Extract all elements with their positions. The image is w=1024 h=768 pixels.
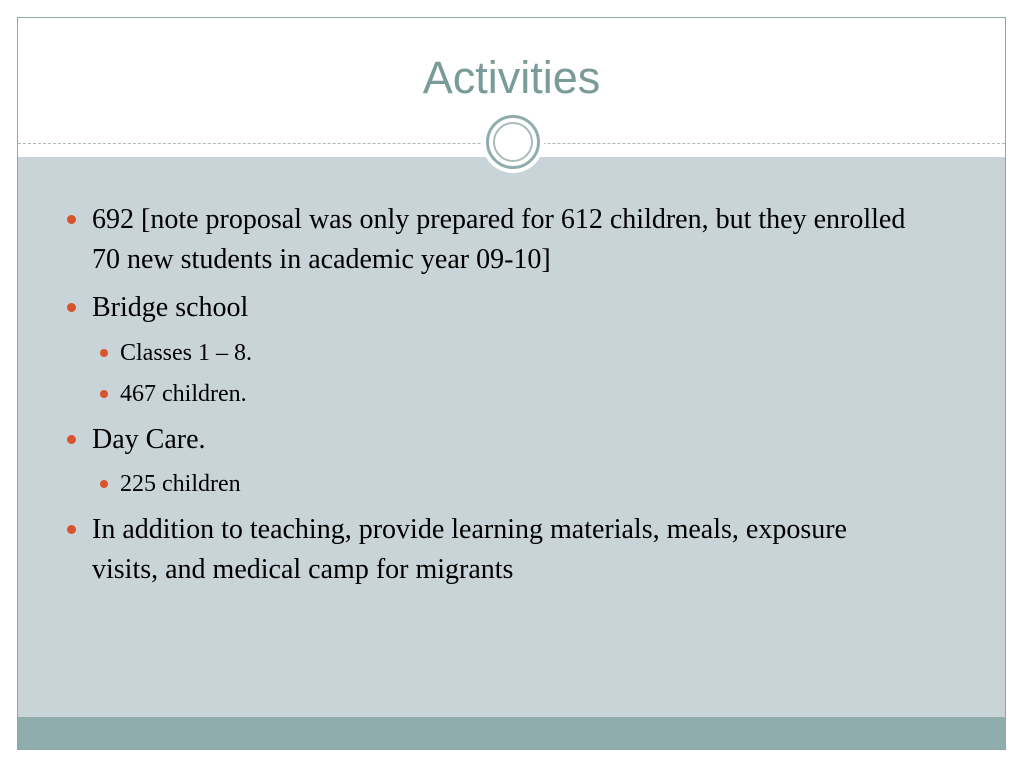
bullet-item-day-care: [92, 420, 912, 460]
bullet-text: 225 children: [120, 471, 241, 497]
bullet-text: Day Care.: [92, 424, 206, 455]
sub-bullet-day-care-children: [120, 467, 900, 501]
sub-bullet-bridge-children: [120, 377, 900, 411]
bullet-dot-icon: [100, 349, 108, 357]
bullet-item-additional-services: [92, 510, 912, 590]
bullet-item-bridge-school: [92, 288, 912, 328]
inner-circle-ornament-icon: [493, 122, 533, 162]
bullet-item-enrollment: [92, 200, 912, 280]
bullet-text: In addition to teaching, provide learning materials, meals, exposure visits, and medical camp for migrants: [92, 514, 847, 585]
bullet-dot-icon: [100, 480, 108, 488]
bullet-dot-icon: [67, 525, 76, 534]
bullet-dot-icon: [67, 215, 76, 224]
bullet-text: 692 [note proposal was only prepared for 612 children, but they enrolled 70 new students in academic year 09-10]: [92, 204, 906, 275]
sub-bullet-classes: [120, 336, 900, 370]
slide-title: Activities: [422, 52, 601, 103]
bullet-text: 467 children.: [120, 381, 247, 407]
bullet-dot-icon: [100, 390, 108, 398]
slide: [17, 17, 1006, 750]
bottom-band: [18, 717, 1005, 750]
bullet-text: Bridge school: [92, 292, 249, 323]
bullet-dot-icon: [67, 303, 76, 312]
bullet-text: Classes 1 – 8.: [120, 340, 252, 366]
bullet-dot-icon: [67, 435, 76, 444]
